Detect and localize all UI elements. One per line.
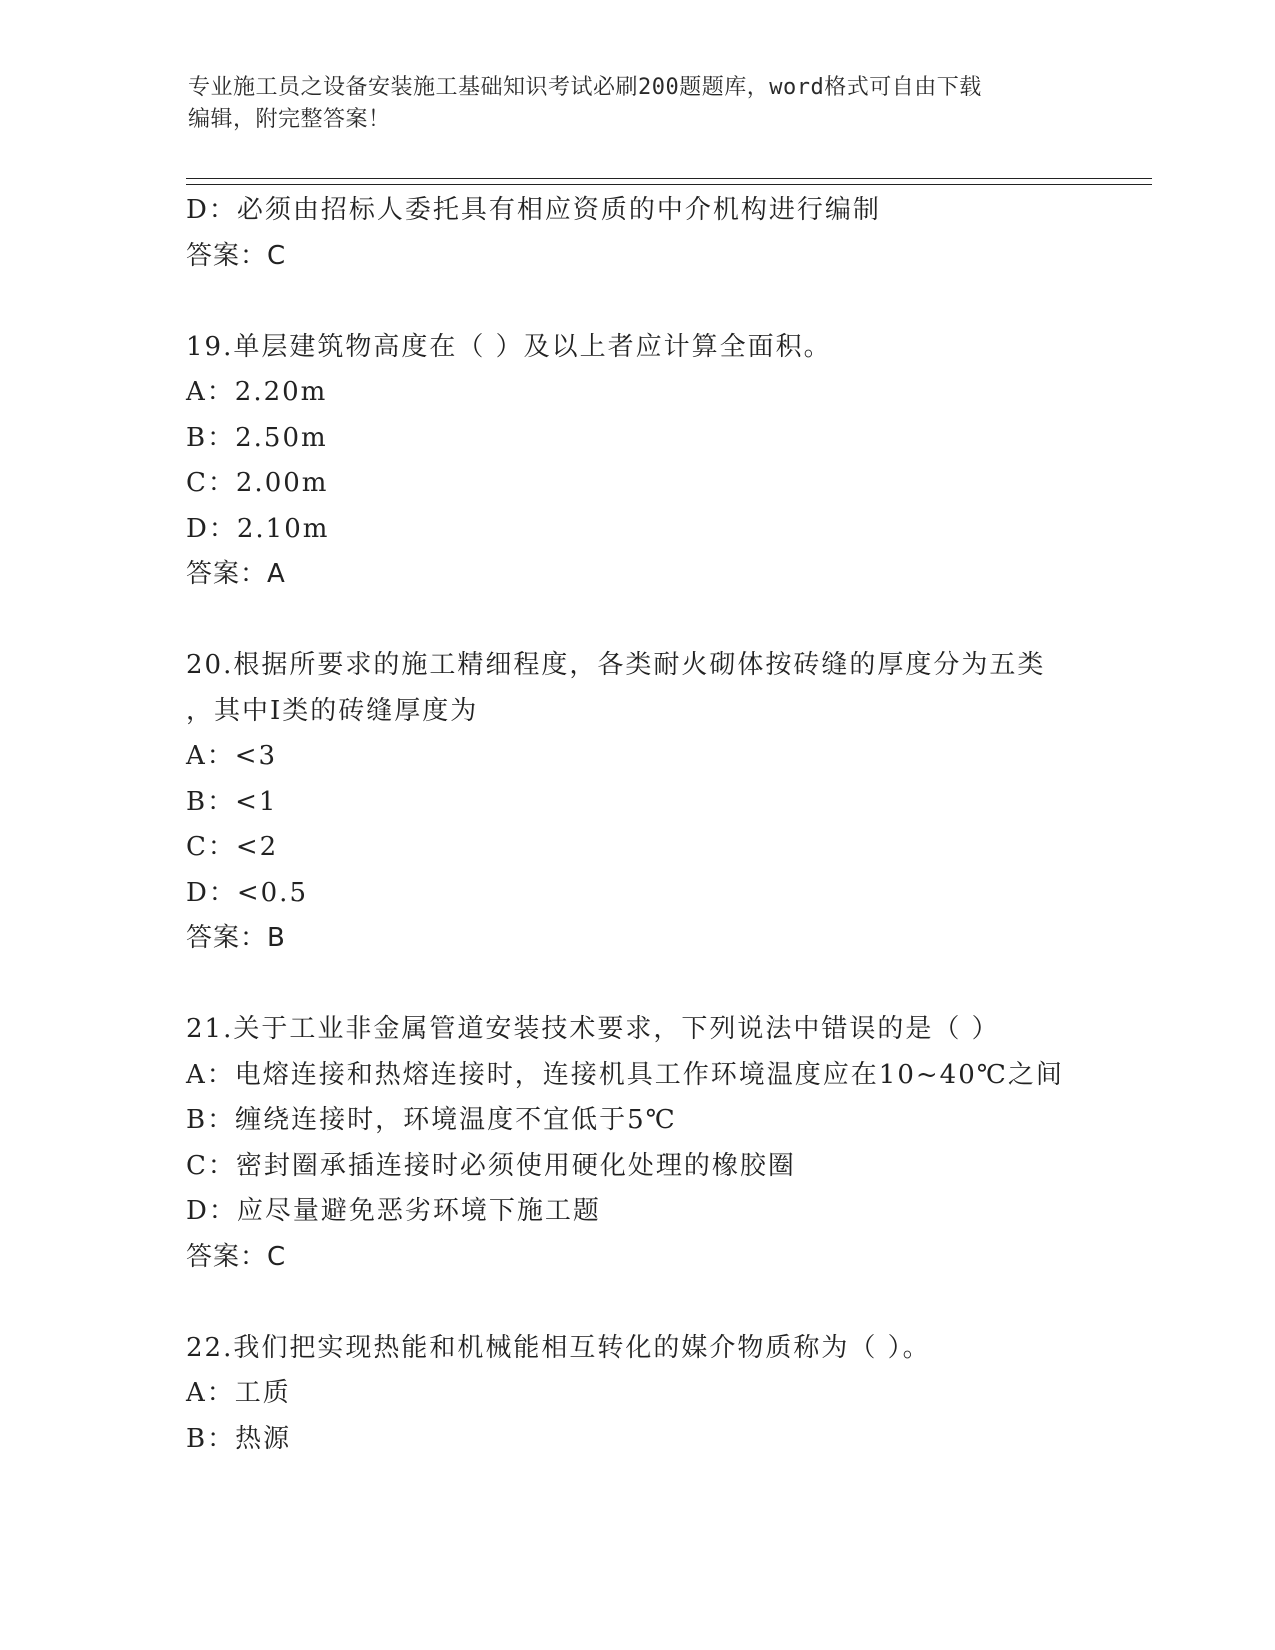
spacer <box>186 598 1146 644</box>
question-20 <box>186 643 1146 962</box>
answer: 答案：C <box>186 1241 287 1272</box>
option-b: B：缠绕连接时，环境温度不宜低于5℃ <box>186 1105 677 1135</box>
spacer <box>186 962 1146 1008</box>
option-d-continued: D：必须由招标人委托具有相应资质的中介机构进行编制 <box>186 195 881 225</box>
option-a: A：2.20m <box>186 377 328 407</box>
option-d: D：应尽量避免恶劣环境下施工题 <box>186 1196 601 1226</box>
option-c: C：<2 <box>186 832 279 862</box>
option-d: D：2.10m <box>186 513 330 544</box>
document-header <box>188 72 1088 136</box>
option-c: C：2.00m <box>186 468 329 498</box>
option-b: B：2.50m <box>186 422 328 453</box>
option-d: D：<0.5 <box>186 877 308 908</box>
option-b: B：<1 <box>186 786 278 817</box>
option-b: B：热源 <box>186 1423 292 1454</box>
answer: 答案：A <box>186 559 286 589</box>
spacer <box>186 279 1146 325</box>
question-stem: 20.根据所要求的施工精细程度，各类耐火砌体按砖缝的厚度分为五类 <box>186 650 1046 680</box>
question-22 <box>186 1326 1146 1463</box>
option-a: A：电熔连接和热熔连接时，连接机具工作环境温度应在10~40℃之间 <box>186 1059 1064 1090</box>
question-list <box>186 188 1146 1462</box>
question-stem-continued: ，其中Ⅰ类的砖缝厚度为 <box>186 695 479 726</box>
question-21 <box>186 1007 1146 1280</box>
header-title-line-1: 专业施工员之设备安装施工基础知识考试必刷200题题库，word格式可自由下载 <box>188 75 982 100</box>
header-divider <box>186 178 1152 185</box>
question-stem: 21.关于工业非金属管道安装技术要求，下列说法中错误的是（ ） <box>186 1014 1000 1044</box>
option-a: A：<3 <box>186 741 278 771</box>
option-a: A：工质 <box>186 1378 291 1408</box>
question-stem: 22.我们把实现热能和机械能相互转化的媒介物质称为（ ）。 <box>186 1332 931 1363</box>
question-19 <box>186 325 1146 598</box>
header-title-line-2: 编辑，附完整答案！ <box>188 107 391 132</box>
question-stem: 19.单层建筑物高度在（ ）及以上者应计算全面积。 <box>186 331 832 362</box>
spacer <box>186 1280 1146 1326</box>
answer-continued: 答案：C <box>186 240 287 271</box>
answer: 答案：B <box>186 923 286 953</box>
option-c: C：密封圈承插连接时必须使用硬化处理的橡胶圈 <box>186 1150 796 1181</box>
